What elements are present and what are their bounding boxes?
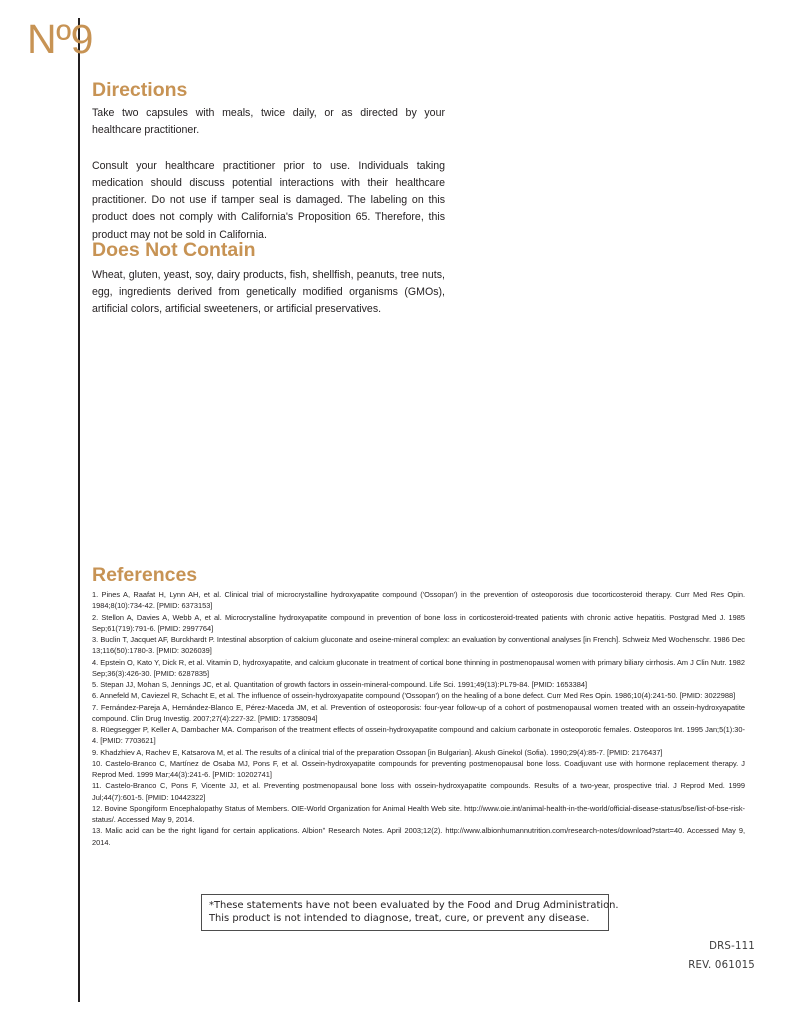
- directions-paragraph-1: Take two capsules with meals, twice daily, or as directed by your healthcare practitioner.: [92, 107, 445, 137]
- reference-item: 3. Buclin T, Jacquet AF, Burckhardt P. Intestinal absorption of calcium gluconate and oseine-mineral complex: an evaluation by conventional analyses [in French]. Schweiz Med Wochenschr. 1986 Dec 13;116(50):1780-3. [PMID: 3026039]: [92, 635, 745, 656]
- reference-item: 7. Fernández-Pareja A, Hernández-Blanco E, Pérez-Maceda JM, et al. Prevention of osteoporosis: four-year follow-up of a cohort of postmenopausal women treated with an ossein-hydroxyapatite compound. Clin Drug Investig. 2007;27(4):227-32. [PMID: 17358094]: [92, 702, 745, 723]
- reference-item: 12. Bovine Spongiform Encephalopathy Status of Members. OIE-World Organization for Animal Health Web site. http://www.oie.int/animal-health-in-the-world/official-disease-status/bse/list-of-bse-risk-status/. Accessed May 9, 2014.: [92, 803, 745, 824]
- reference-item: 6. Annefeld M, Caviezel R, Schacht E, et al. The influence of ossein-hydroxyapatite compound ('Ossopan') on the healing of a bone defect. Curr Med Res Opin. 1986;10(4):241-50. [PMID: 3022988]: [92, 691, 736, 701]
- reference-item: 11. Castelo-Branco C, Pons F, Vicente JJ, et al. Preventing postmenopausal bone loss with ossein-hydroxyapatite compounds. Results of a two-year, prospective trial. J Reprod Med. 1999 Jul;44(7):601-5. [PMID: 10442322]: [92, 781, 745, 802]
- product-number-logo: Nº9: [27, 16, 93, 62]
- reference-item: 4. Epstein O, Kato Y, Dick R, et al. Vitamin D, hydroxyapatite, and calcium gluconate in treatment of cortical bone thinning in postmenopausal women with primary biliary cirrhosis. Am J Clin Nutr. 1982 Sep;36(3):426-30. [PMID: 6287835]: [92, 657, 745, 678]
- vertical-divider-rule: [78, 18, 80, 1002]
- reference-item: 9. Khadzhiev A, Rachev E, Katsarova M, et al. The results of a clinical trial of the preparation Ossopan [in Bulgarian]. Akush Ginekol (Sofia). 1990;29(4):85-7. [PMID: 2176437]: [92, 747, 663, 757]
- does-not-contain-paragraph: Wheat, gluten, yeast, soy, dairy products, fish, shellfish, peanuts, tree nuts, egg, ingredients derived from genetically modified organisms (GMOs), artificial colors, artificial sweeteners, or artificial preservatives.: [92, 269, 445, 316]
- fda-disclaimer-box: [201, 894, 619, 931]
- fda-disclaimer-line-2: This product is not intended to diagnose, treat, cure, or prevent any disease.: [209, 913, 590, 925]
- document-code: DRS-111: [709, 941, 755, 952]
- reference-item: 2. Stellon A, Davies A, Webb A, et al. Microcrystalline hydroxyapatite compound in prevention of bone loss in corticosteroid-treated patients with chronic active hepatitis. Postgrad Med J. 1985 Sep;61(719):791-6. [PMID: 2997764]: [92, 612, 745, 633]
- directions-paragraph-2: Consult your healthcare practitioner prior to use. Individuals taking medication should discuss potential interactions with their healthcare practitioner. Do not use if tamper seal is damaged. The labeling on this product does not comply with California's Proposition 65. Therefore, this product may not be sold in California.: [92, 160, 445, 241]
- references-list: [92, 589, 745, 848]
- directions-heading: Directions: [92, 79, 188, 101]
- reference-item: 10. Castelo-Branco C, Martínez de Osaba MJ, Pons F, et al. Ossein-hydroxyapatite compounds for preventing postmenopausal bone loss. Coadjuvant use with hormone replacement therapy. J Reprod Med. 1999 Mar;44(3):241-6. [PMID: 10202741]: [92, 758, 745, 779]
- fda-disclaimer-line-1: *These statements have not been evaluated by the Food and Drug Administration.: [209, 900, 619, 911]
- does-not-contain-heading: Does Not Contain: [92, 239, 256, 261]
- reference-item: 13. Malic acid can be the right ligand for certain applications. Albionʺ Research Notes. April 2003;12(2). http://www.albionhumannutrition.com/research-notes/download?start=40. Accessed May 9, 2014.: [92, 826, 745, 847]
- reference-item: 5. Stepan JJ, Mohan S, Jennings JC, et al. Quantitation of growth factors in ossein-mineral-compound. Life Sci. 1991;49(13):PL79-84. [PMID: 1653384]: [92, 680, 588, 689]
- footer-codes: [688, 937, 755, 976]
- revision-code: REV. 061015: [688, 960, 755, 972]
- reference-item: 1. Pines A, Raafat H, Lynn AH, et al. Clinical trial of microcrystalline hydroxyapatite compound ('Ossopan') in the prevention of osteoporosis due tocorticosteroid therapy. Curr Med Res Opin. 1984;8(10):734-42. [PMID: 6373153]: [92, 590, 745, 611]
- references-heading: References: [92, 564, 198, 586]
- reference-item: 8. Rüegsegger P, Keller A, Dambacher MA. Comparison of the treatment effects of ossein-hydroxyapatite compound and calcium carbonate in osteoporotic females. Osteoporos Int. 1995 Jan;5(1):30-4. [PMID: 7703621]: [92, 725, 745, 746]
